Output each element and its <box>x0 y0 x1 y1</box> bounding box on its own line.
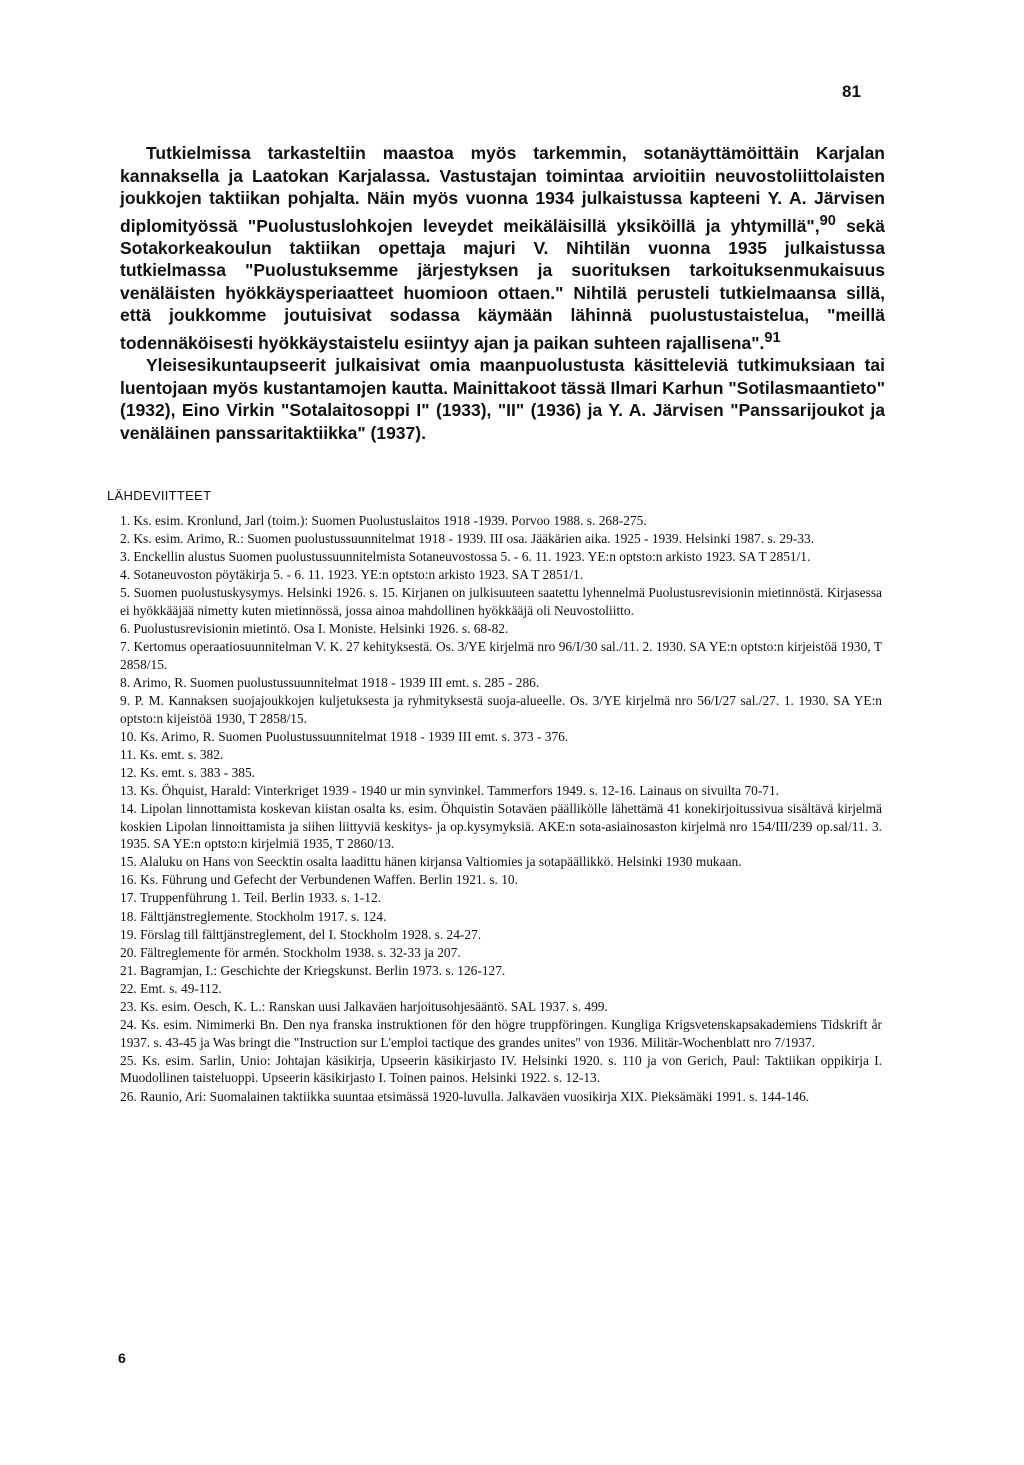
footnote-ref-90: 90 <box>819 212 836 229</box>
reference-item: 26. Raunio, Ari: Suomalainen taktiikka suuntaa etsimässä 1920-luvulla. Jalkaväen vuosikirja XIX. Pieksämäki 1991. s. 144-146. <box>120 1088 810 1104</box>
reference-item: 20. Fältreglemente för armén. Stockholm 1938. s. 32-33 ja 207. <box>120 944 461 960</box>
reference-item: 7. Kertomus operaatiosuunnitelman V. K. 27 kehityksestä. Os. 3/YE kirjelmä nro 96/I/30 sal./11. 2. 1930. SA YE:n optsto:n kirjeistöä 1930, T 2858/15. <box>120 639 882 672</box>
reference-item: 24. Ks. esim. Nimimerki Bn. Den nya franska instruktionen för den högre truppföringen. Kungliga Krigsvetenskapsakademiens Tidskrift år 1937. s. 43-45 ja Was bringt die "Instruction sur L'emploi tactique des grandes unites" von 1936. Militär-Wochenblatt nro 7/1937. <box>120 1017 882 1050</box>
reference-item: 8. Arimo, R. Suomen puolustussuunnitelmat 1918 - 1939 III emt. s. 285 - 286. <box>120 674 540 690</box>
reference-item: 23. Ks. esim. Oesch, K. L.: Ranskan uusi Jalkaväen harjoitusohjesääntö. SAL 1937. s. 499. <box>120 999 608 1015</box>
reference-item: 5. Suomen puolustuskysymys. Helsinki 1926. s. 15. Kirjanen on julkisuuteen saatettu lyhennelmä Puolustusrevisionin mietinnöstä. Kirjasessa ei hyökkääjää nimetty kuten mietinnössä, jossa ainoa mahdollinen hyökkääjä oli Neuvostoliitto. <box>120 585 882 618</box>
footer-page-number: 6 <box>118 1350 126 1366</box>
paragraph-1-text: Tutkielmissa tarkasteltiin maastoa myös tarkemmin, sotanäyttämöittäin Karjalan kannaksella ja Laatokan Karjalassa. Vastustajan toimintaa arvioitiin neuvostoliittolaisten joukkojen taktiikan pohjalta. Näin myös vuonna 1934 julkaistussa kapteeni Y. A. Järvisen diplomityössä "Puolustuslohkojen leveydet meikäläisillä yksiköillä ja yhtymillä", <box>120 143 885 236</box>
reference-item: 6. Puolustusrevisionin mietintö. Osa I. Moniste. Helsinki 1926. s. 68-82. <box>120 621 509 637</box>
reference-item: 16. Ks. Führung und Gefecht der Verbundenen Waffen. Berlin 1921. s. 10. <box>120 872 518 888</box>
footnote-ref-91: 91 <box>764 329 781 346</box>
reference-item: 2. Ks. esim. Arimo, R.: Suomen puolustussuunnitelmat 1918 - 1939. III osa. Jääkärien aika. 1925 - 1939. Helsinki 1987. s. 29-33. <box>120 531 815 547</box>
reference-item: 10. Ks. Arimo, R. Suomen Puolustussuunnitelmat 1918 - 1939 III emt. s. 373 - 376. <box>120 728 569 744</box>
references-list <box>120 512 882 1106</box>
reference-item: 13. Ks. Öhquist, Harald: Vinterkriget 1939 - 1940 ur min synvinkel. Tammerfors 1949. s. 12-16. Lainaus on sivuilta 70-71. <box>120 782 780 798</box>
references-heading: LÄHDEVIITTEET <box>107 488 212 503</box>
reference-item: 12. Ks. emt. s. 383 - 385. <box>120 764 256 780</box>
reference-item: 14. Lipolan linnottamista koskevan kiistan osalta ks. esim. Öhquistin Sotaväen päällikölle lähettämä 41 konekirjoitussivua sisältävä kirjelmä koskien Lipolan linnoittamista ja siihen liittyviä keskitys- ja op.kysymyksiä. AKE:n sota-asiainosaston kirjelmä nro 154/III/239 op.sal/11. 3. 1935. SA YE:n optsto:n kirjelmiä 1935, T 2860/13. <box>120 801 882 852</box>
reference-item: 18. Fälttjänstreglemente. Stockholm 1917. s. 124. <box>120 908 387 924</box>
body-text <box>120 142 885 444</box>
reference-item: 17. Truppenführung 1. Teil. Berlin 1933. s. 1-12. <box>120 890 382 906</box>
paragraph-1-continued: sekä Sotakorkeakoulun taktiikan opettaja majuri V. Nihtilän vuonna 1935 julkaistussa tutkielmassa "Puolustuksemme järjestyksen ja suorituksen tarkoituksenmukaisuus venäläisten hyökkäysperiaatteet huomioon ottaen." Nihtilä perusteli tutkielmaansa sillä, että joukkomme joutuisivat sodassa käymään lähinnä puolustustaistelua, "meillä todennäköisesti hyökkäystaistelu esiintyy ajan ja paikan suhteen rajallisena". <box>120 215 885 353</box>
reference-item: 4. Sotaneuvoston pöytäkirja 5. - 6. 11. 1923. YE:n optsto:n arkisto 1923. SA T 2851/1. <box>120 567 584 583</box>
reference-item: 11. Ks. emt. s. 382. <box>120 746 224 762</box>
paragraph-1 <box>120 142 885 354</box>
reference-item: 9. P. M. Kannaksen suojajoukkojen kuljetuksesta ja ryhmityksestä suoja-alueelle. Os. 3/YE kirjelmä nro 56/I/27 sal./27. 1. 1930. SA YE:n optsto:n kijeistöä 1930, T 2858/15. <box>120 692 882 726</box>
reference-item: 15. Alaluku on Hans von Seecktin osalta laadittu hänen kirjansa Valtiomies ja sotapäällikkö. Helsinki 1930 mukaan. <box>120 854 742 870</box>
reference-item: 21. Bagramjan, I.: Geschichte der Kriegskunst. Berlin 1973. s. 126-127. <box>120 962 506 978</box>
reference-item: 3. Enckellin alustus Suomen puolustussuunnitelmista Sotaneuvostossa 5. - 6. 11. 1923. YE:n optsto:n arkisto 1923. SA T 2851/1. <box>120 549 811 565</box>
reference-item: 22. Emt. s. 49-112. <box>120 980 222 996</box>
paragraph-2: Yleisesikuntaupseerit julkaisivat omia maanpuolustusta käsitteleviä tutkimuksiaan tai luentojaan myös kustantamojen kautta. Mainittakoot tässä Ilmari Karhun "Sotilasmaantieto" (1932), Eino Virkin "Sotalaitosoppi I" (1933), "II" (1936) ja Y. A. Järvisen "Panssarijoukot ja venäläinen panssaritaktiikka" (1937). <box>120 355 885 443</box>
reference-item: 1. Ks. esim. Kronlund, Jarl (toim.): Suomen Puolustuslaitos 1918 -1939. Porvoo 1988. s. 268-275. <box>120 513 647 528</box>
page-number: 81 <box>842 82 861 101</box>
reference-item: 19. Förslag till fälttjänstreglement, del I. Stockholm 1928. s. 24-27. <box>120 926 482 942</box>
reference-item: 25. Ks. esim. Sarlin, Unio: Johtajan käsikirja, Upseerin käsikirjasto IV. Helsinki 1920. s. 110 ja von Gerich, Paul: Taktiikan oppikirja I. Muodollinen taisteluoppi. Upseerin käsikirjasto I. Toinen painos. Helsinki 1922. s. 12-13. <box>120 1052 882 1086</box>
